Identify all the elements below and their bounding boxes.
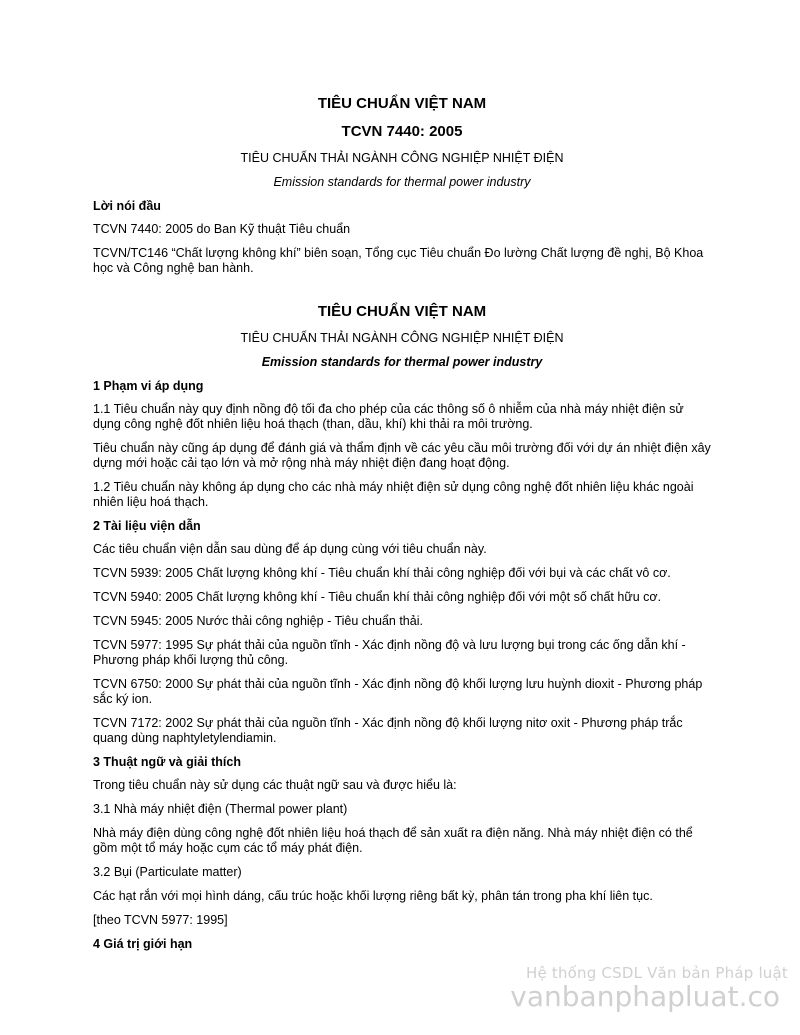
english-title-bold: Emission standards for thermal power industry — [261, 355, 543, 369]
standard-code: TCVN 7440: 2005 — [341, 123, 463, 140]
paragraph: Trong tiêu chuẩn này sử dụng các thuật ngữ sau và được hiểu là: — [93, 778, 457, 792]
foreword-paragraph: TCVN 7440: 2005 do Ban Kỹ thuật Tiêu chuẩn — [93, 222, 351, 236]
section-heading: 1 Phạm vi áp dụng — [93, 379, 204, 393]
term-title: 3.2 Bụi (Particulate matter) — [93, 865, 242, 879]
foreword-heading: Lời nói đầu — [93, 199, 161, 213]
reference-item: TCVN 5945: 2005 Nước thải công nghiệp - Tiêu chuẩn thải. — [93, 614, 423, 628]
section-heading: 2 Tài liệu viện dẫn — [93, 519, 201, 533]
reference-item: TCVN 7172: 2002 Sự phát thải của nguồn tĩnh - Xác định nồng độ khối lượng nitơ oxit - Phương pháp trắc quang dùng naphtyletylendiamin. — [93, 716, 683, 745]
reference-item: TCVN 6750: 2000 Sự phát thải của nguồn tĩnh - Xác định nồng độ khối lượng lưu huỳnh dioxit - Phương pháp sắc ký ion. — [93, 677, 703, 706]
paragraph: Tiêu chuẩn này cũng áp dụng để đánh giá và thẩm định về các yêu cầu môi trường đối với dự án nhiệt điện xây dựng mới hoặc cải tạo lớn và mở rộng nhà máy nhiệt điện đang hoạt động. — [93, 441, 711, 470]
term-definition: Nhà máy điện dùng công nghệ đốt nhiên liệu hoá thạch để sản xuất ra điện năng. Nhà máy nhiệt điện có thể gồm một tổ máy hoặc cụm các tổ máy phát điện. — [93, 826, 693, 855]
paragraph: Các tiêu chuẩn viện dẫn sau dùng để áp dụng cùng với tiêu chuẩn này. — [93, 542, 487, 556]
watermark-caption: Hệ thống CSDL Văn bản Pháp luật — [525, 964, 788, 982]
section-title: TIÊU CHUẨN VIỆT NAM — [317, 303, 487, 320]
section-heading: 3 Thuật ngữ và giải thích — [93, 755, 241, 769]
foreword-paragraph: TCVN/TC146 “Chất lượng không khí” biên soạn, Tổng cục Tiêu chuẩn Đo lường Chất lượng đề nghị, Bộ Khoa học và Công nghệ ban hành. — [93, 246, 704, 275]
term-title: 3.1 Nhà máy nhiệt điện (Thermal power plant) — [93, 802, 348, 816]
spacer — [93, 285, 711, 303]
document-page — [93, 95, 711, 960]
document-title: TIÊU CHUẨN VIỆT NAM — [317, 95, 487, 112]
reference-item: TCVN 5977: 1995 Sự phát thải của nguồn tĩnh - Xác định nồng độ và lưu lượng bụi trong các ống dẫn khí - Phương pháp khối lượng thủ công. — [93, 638, 686, 667]
reference-item: TCVN 5939: 2005 Chất lượng không khí - Tiêu chuẩn khí thải công nghiệp đối với bụi và các chất vô cơ. — [93, 566, 671, 580]
section-heading: 4 Giá trị giới hạn — [93, 937, 193, 951]
document-subtitle: TIÊU CHUẨN THẢI NGÀNH CÔNG NGHIỆP NHIỆT ĐIỆN — [240, 151, 564, 165]
term-reference: [theo TCVN 5977: 1995] — [93, 913, 228, 927]
section-subtitle: TIÊU CHUẨN THẢI NGÀNH CÔNG NGHIỆP NHIỆT ĐIỆN — [240, 331, 564, 345]
reference-item: TCVN 5940: 2005 Chất lượng không khí - Tiêu chuẩn khí thải công nghiệp đối với một số chất hữu cơ. — [93, 590, 662, 604]
paragraph: 1.2 Tiêu chuẩn này không áp dụng cho các nhà máy nhiệt điện sử dụng công nghệ đốt nhiên liệu khác ngoài nhiên liệu hoá thạch. — [93, 480, 694, 509]
watermark-site: vanbanphapluat.co — [510, 980, 780, 1013]
english-title: Emission standards for thermal power industry — [273, 175, 531, 189]
paragraph: 1.1 Tiêu chuẩn này quy định nồng độ tối đa cho phép của các thông số ô nhiễm của nhà máy nhiệt điện sử dụng công nghệ đốt nhiên liệu hoá thạch (than, dầu, khí) khi thải ra môi trường. — [93, 402, 684, 431]
term-definition: Các hạt rắn với mọi hình dáng, cấu trúc hoặc khối lượng riêng bất kỳ, phân tán trong pha khí liên tục. — [93, 889, 653, 903]
